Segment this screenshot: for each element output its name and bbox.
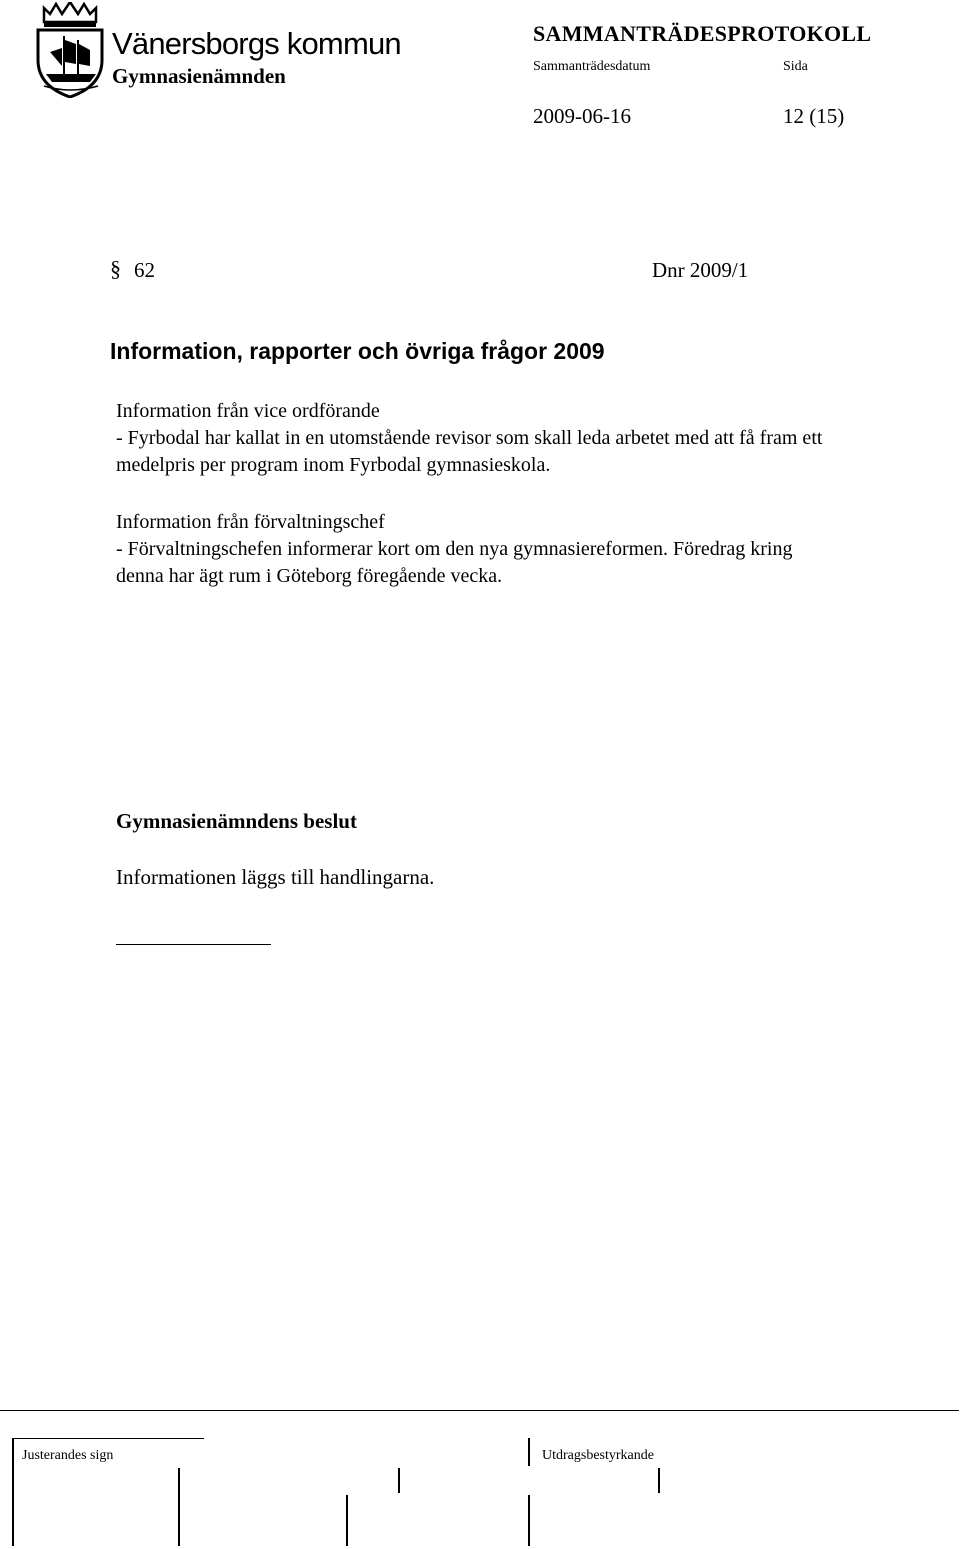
decision-text: Informationen läggs till handlingarna.: [116, 865, 435, 889]
signature-box-divider: [528, 1495, 530, 1546]
paragraph-line: - Fyrbodal har kallat in en utomstående revisor som skall leda arbetet med att få fram ett: [116, 427, 823, 449]
section-title: Information, rapporter och övriga frågor 2009: [110, 338, 605, 364]
meeting-date: 2009-06-16: [533, 104, 631, 128]
signature-box-divider: [658, 1468, 660, 1493]
section-number: 62: [134, 258, 155, 282]
municipality-name: Vänersborgs kommun: [112, 26, 401, 61]
paragraph-vice-chair: [116, 398, 822, 479]
signature-box-divider: [178, 1468, 180, 1546]
end-rule: [116, 944, 271, 945]
signature-box-divider: [12, 1438, 14, 1546]
board-name: Gymnasienämnden: [112, 64, 286, 88]
footer-divider: [0, 1410, 959, 1411]
signing-label: Justerandes sign: [22, 1448, 114, 1463]
paragraph-line: denna har ägt rum i Göteborg föregående vecka.: [116, 565, 503, 587]
paragraph-line: Information från vice ordförande: [116, 400, 380, 422]
paragraph-administration-head: [116, 509, 792, 590]
section-sign: §: [110, 256, 121, 281]
document-type-title: SAMMANTRÄDESPROTOKOLL: [533, 21, 872, 46]
signature-box-divider: [398, 1468, 400, 1493]
page-number: 12 (15): [783, 104, 845, 128]
municipal-coat-of-arms-icon: [34, 2, 106, 98]
paragraph-line: - Förvaltningschefen informerar kort om den nya gymnasiereformen. Föredrag kring: [116, 538, 793, 560]
footer-sign-divider: [13, 1438, 204, 1439]
signature-box-divider: [346, 1495, 348, 1546]
signature-box-divider: [528, 1438, 530, 1466]
page-label: Sida: [783, 59, 808, 74]
diary-number: Dnr 2009/1: [652, 258, 749, 282]
paragraph-line: Information från förvaltningschef: [116, 511, 385, 533]
extract-label: Utdragsbestyrkande: [542, 1448, 654, 1463]
paragraph-line: medelpris per program inom Fyrbodal gymnasieskola.: [116, 454, 551, 476]
meeting-date-label: Sammanträdesdatum: [533, 59, 651, 74]
decision-heading: Gymnasienämndens beslut: [116, 809, 357, 833]
